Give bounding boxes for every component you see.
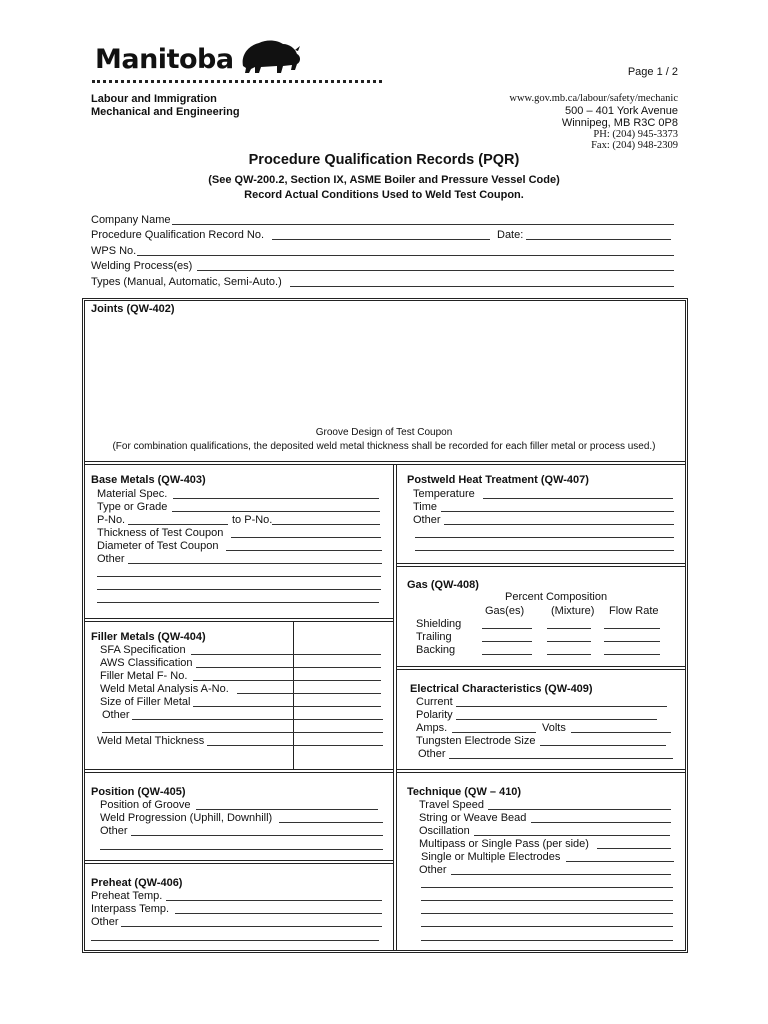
electrodes-field[interactable] <box>566 861 674 862</box>
trailing-label: Trailing <box>416 631 452 643</box>
tungsten-size-label: Tungsten Electrode Size <box>416 735 536 747</box>
pwht-time-label: Time <box>413 501 438 513</box>
address-phone: PH: (204) 945-3373 <box>593 129 678 140</box>
gas-divider <box>397 666 686 670</box>
welding-process-field[interactable] <box>197 270 674 271</box>
page-number: Page 1 / 2 <box>627 66 678 78</box>
sfa-spec-field[interactable] <box>191 654 381 655</box>
pwht-other-line-3[interactable] <box>415 550 674 551</box>
department-line-2: Mechanical and Engineering <box>91 106 240 118</box>
subtitle-1: (See QW-200.2, Section IX, ASME Boiler and Pressure Vessel Code) <box>208 174 560 186</box>
address-url: www.gov.mb.ca/labour/safety/mechanic <box>509 93 678 104</box>
f-number-label: Filler Metal F- No. <box>100 670 188 682</box>
date-label: Date: <box>497 229 524 241</box>
filler-size-label: Size of Filler Metal <box>100 696 191 708</box>
polarity-field[interactable] <box>456 719 657 720</box>
multipass-label: Multipass or Single Pass (per side) <box>419 838 589 850</box>
groove-position-field[interactable] <box>196 809 378 810</box>
company-name-label: Company Name <box>91 214 171 226</box>
position-other-line-2[interactable] <box>100 849 383 850</box>
pwht-divider <box>397 563 686 567</box>
pwht-heading: Postweld Heat Treatment (QW-407) <box>407 474 589 486</box>
gas-column-header: Gas(es) <box>485 605 525 617</box>
percent-composition-label: Percent Composition <box>505 591 608 603</box>
base-other-line-3[interactable] <box>97 589 381 590</box>
shielding-flow-field[interactable] <box>604 628 660 629</box>
electrical-heading: Electrical Characteristics (QW-409) <box>410 683 593 695</box>
address-street: 500 – 401 York Avenue <box>565 105 678 117</box>
trailing-mixture-field[interactable] <box>547 641 591 642</box>
logo-wordmark: Manitoba <box>95 44 234 75</box>
type-grade-label: Type or Grade <box>97 501 168 513</box>
amps-field[interactable] <box>452 732 536 733</box>
pwht-other-label: Other <box>413 514 441 526</box>
technique-other-label: Other <box>419 864 447 876</box>
oscillation-field[interactable] <box>474 835 670 836</box>
shielding-gas-field[interactable] <box>482 628 532 629</box>
address-fax: Fax: (204) 948-2309 <box>591 140 678 151</box>
backing-gas-field[interactable] <box>482 654 532 655</box>
filler-other-line-2[interactable] <box>102 732 383 733</box>
electrodes-label: Single or Multiple Electrodes <box>421 851 561 863</box>
groove-design-caption: Groove Design of Test Coupon <box>315 427 453 438</box>
weld-thickness-field[interactable] <box>207 745 383 746</box>
gas-heading: Gas (QW-408) <box>407 579 479 591</box>
preheat-heading: Preheat (QW-406) <box>91 877 183 889</box>
shielding-mixture-field[interactable] <box>547 628 591 629</box>
p-number-label: P-No. <box>97 514 126 526</box>
technique-other-line-2[interactable] <box>421 887 673 888</box>
subtitle-2: Record Actual Conditions Used to Weld Test Coupon. <box>244 189 524 201</box>
filler-divider <box>84 769 393 773</box>
electrical-divider <box>397 769 686 773</box>
multipass-field[interactable] <box>597 848 671 849</box>
preheat-other-line-2[interactable] <box>91 940 379 941</box>
welding-process-label: Welding Process(es) <box>91 260 193 272</box>
pwht-time-field[interactable] <box>441 511 674 512</box>
pwht-temperature-field[interactable] <box>483 498 673 499</box>
shielding-label: Shielding <box>416 618 462 630</box>
base-other-label: Other <box>97 553 125 565</box>
travel-speed-label: Travel Speed <box>419 799 485 811</box>
filler-other-field[interactable] <box>132 719 383 720</box>
position-other-field[interactable] <box>131 835 383 836</box>
pwht-other-field[interactable] <box>444 524 674 525</box>
bison-logo-icon <box>237 36 305 76</box>
groove-position-label: Position of Groove <box>100 799 191 811</box>
electrical-other-label: Other <box>418 748 446 760</box>
joints-note: (For combination qualifications, the deposited weld metal thickness shall be recorded for each filler metal or process used.) <box>112 441 656 452</box>
mixture-column-header: (Mixture) <box>551 605 595 617</box>
weld-progression-field[interactable] <box>279 822 383 823</box>
form-frame-inner <box>84 300 686 951</box>
a-number-field[interactable] <box>237 693 381 694</box>
coupon-diameter-label: Diameter of Test Coupon <box>97 540 219 552</box>
technique-other-line-3[interactable] <box>421 900 673 901</box>
volts-field[interactable] <box>571 732 671 733</box>
department-line-1: Labour and Immigration <box>91 93 217 105</box>
material-spec-field[interactable] <box>173 498 379 499</box>
bead-label: String or Weave Bead <box>419 812 527 824</box>
base-other-line-4[interactable] <box>97 602 379 603</box>
technique-other-line-4[interactable] <box>421 913 673 914</box>
aws-class-field[interactable] <box>196 667 381 668</box>
coupon-thickness-label: Thickness of Test Coupon <box>97 527 224 539</box>
backing-mixture-field[interactable] <box>547 654 591 655</box>
backing-flow-field[interactable] <box>604 654 660 655</box>
base-metals-divider <box>84 618 393 622</box>
pqr-number-field[interactable] <box>272 239 490 240</box>
technique-other-line-6[interactable] <box>421 940 673 941</box>
weld-thickness-label: Weld Metal Thickness <box>97 735 205 747</box>
column-divider <box>393 464 397 951</box>
date-field[interactable] <box>526 239 671 240</box>
backing-label: Backing <box>416 644 456 656</box>
technique-other-line-5[interactable] <box>421 926 673 927</box>
base-metals-heading: Base Metals (QW-403) <box>91 474 206 486</box>
interpass-temp-label: Interpass Temp. <box>91 903 170 915</box>
filler-metals-heading: Filler Metals (QW-404) <box>91 631 206 643</box>
tungsten-size-field[interactable] <box>540 745 666 746</box>
address-city: Winnipeg, MB R3C 0P8 <box>561 117 678 129</box>
travel-speed-field[interactable] <box>488 809 671 810</box>
page-title: Procedure Qualification Records (PQR) <box>248 152 520 168</box>
electrical-other-field[interactable] <box>449 758 673 759</box>
pwht-temperature-label: Temperature <box>413 488 475 500</box>
preheat-other-field[interactable] <box>121 926 382 927</box>
technique-other-field[interactable] <box>451 874 671 875</box>
position-divider <box>84 860 393 864</box>
preheat-temp-field[interactable] <box>166 900 382 901</box>
pqr-number-label: Procedure Qualification Record No. <box>91 229 265 241</box>
interpass-temp-field[interactable] <box>175 913 382 914</box>
wps-number-field[interactable] <box>137 255 674 256</box>
bead-field[interactable] <box>531 822 671 823</box>
current-label: Current <box>416 696 453 708</box>
base-other-line-2[interactable] <box>97 576 381 577</box>
to-p-number-field[interactable] <box>272 524 380 525</box>
volts-label: Volts <box>542 722 566 734</box>
trailing-gas-field[interactable] <box>482 641 532 642</box>
a-number-label: Weld Metal Analysis A-No. <box>100 683 229 695</box>
filler-size-field[interactable] <box>193 706 381 707</box>
current-field[interactable] <box>456 706 667 707</box>
amps-label: Amps. <box>416 722 448 734</box>
coupon-diameter-field[interactable] <box>226 550 382 551</box>
p-number-field[interactable] <box>128 524 228 525</box>
aws-class-label: AWS Classification <box>100 657 193 669</box>
to-p-number-label: to P-No. <box>232 514 273 526</box>
sfa-spec-label: SFA Specification <box>100 644 186 656</box>
types-label: Types (Manual, Automatic, Semi-Auto.) <box>91 276 282 288</box>
flow-rate-column-header: Flow Rate <box>609 605 659 617</box>
polarity-label: Polarity <box>416 709 453 721</box>
weld-progression-label: Weld Progression (Uphill, Downhill) <box>100 812 273 824</box>
preheat-temp-label: Preheat Temp. <box>91 890 163 902</box>
preheat-other-label: Other <box>91 916 119 928</box>
trailing-flow-field[interactable] <box>604 641 660 642</box>
pwht-other-line-2[interactable] <box>415 537 674 538</box>
wps-number-label: WPS No. <box>91 245 137 257</box>
coupon-thickness-field[interactable] <box>231 537 381 538</box>
f-number-field[interactable] <box>193 680 381 681</box>
filler-other-label: Other <box>102 709 130 721</box>
company-name-field[interactable] <box>172 224 674 225</box>
joints-divider <box>84 461 686 465</box>
technique-heading: Technique (QW – 410) <box>407 786 522 798</box>
oscillation-label: Oscillation <box>419 825 470 837</box>
type-grade-field[interactable] <box>172 511 380 512</box>
base-other-field[interactable] <box>128 563 382 564</box>
position-other-label: Other <box>100 825 128 837</box>
material-spec-label: Material Spec. <box>97 488 168 500</box>
types-field[interactable] <box>290 286 674 287</box>
joints-heading: Joints (QW-402) <box>91 303 175 315</box>
logo-dotted-rule <box>92 80 382 87</box>
filler-column-line <box>293 622 294 769</box>
position-heading: Position (QW-405) <box>91 786 186 798</box>
